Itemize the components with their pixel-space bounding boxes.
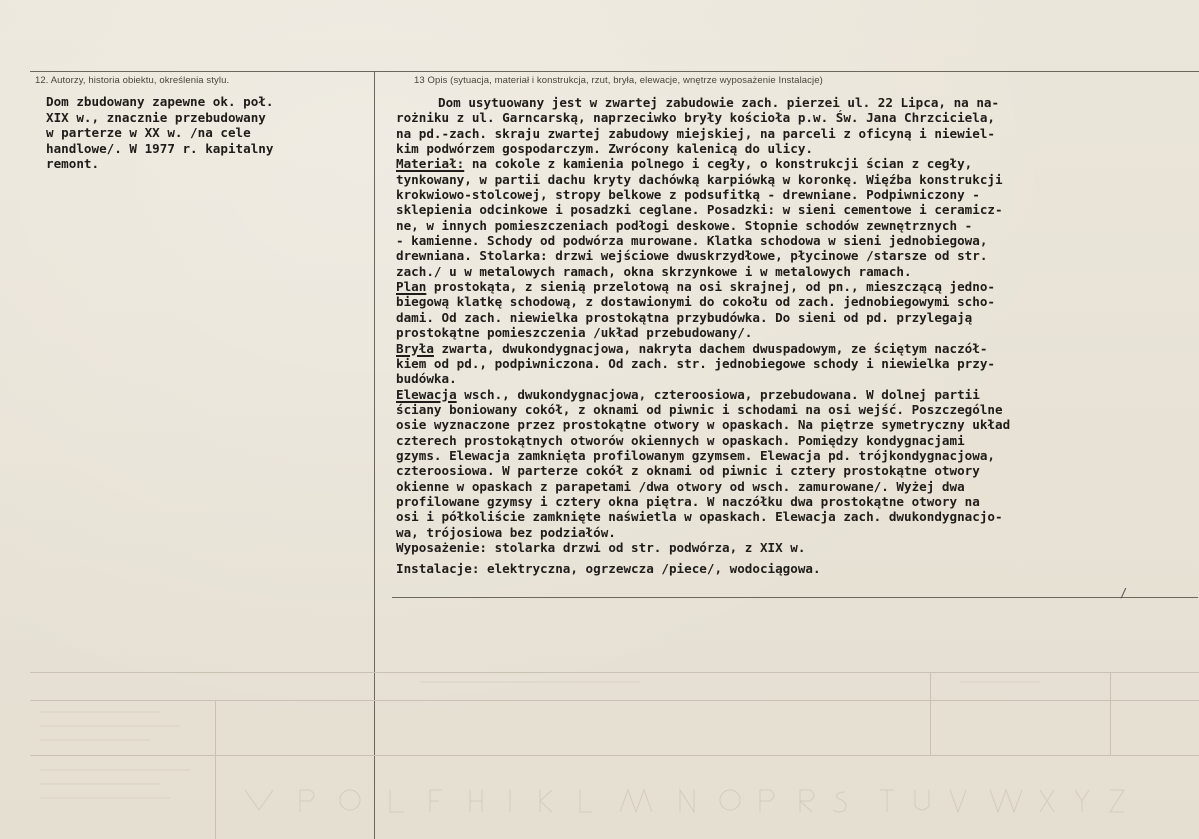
material-paragraph [396,156,1196,171]
elewacja-paragraph [396,387,1196,402]
description-line: czteroosiowa. W parterze cokół z oknami od piwnic i cztery prostokątne otwory [396,463,980,479]
wyposazenie-paragraph [396,540,1196,555]
description-line: budówka. [396,371,457,387]
top-rule [30,71,1199,72]
faint-divider [1110,672,1111,755]
description-line: gzyms. Elewacja zamknięta profilowanym gzymsem. Elewacja pd. trójkondygnacjowa, [396,447,995,463]
description-line: ne, w innych pomieszczeniach podłogi deskowe. Stopnie schodów zewnętrznych - [396,217,973,233]
bryla-text: zwarta, dwukondygnacjowa, nakryta dachem dwuspadowym, ze ściętym naczół- [433,340,988,356]
history-line: w parterze w XX w. /na cele [46,125,251,141]
pencil-mark: / [1120,586,1128,600]
description-line: biegową klatkę schodową, z dostawionymi do cokołu od zach. jednobiegowymi scho- [396,294,995,310]
bryla-paragraph [396,341,1196,356]
wyposazenie-rule [392,597,1198,598]
history-text [46,94,346,172]
description-line: osie wyznaczone przez prostokątne otwory w opaskach. Na piętrze symetryczny układ [396,417,1011,433]
description-line: profilowane gzymsy i cztery okna piętra. W naczółku dwa prostokątne otwory na [396,493,980,509]
description-text [396,95,1196,577]
description-line: tynkowany, w partii dachu kryty dachówką karpiówką w koronkę. Więźba konstrukcji [396,171,1003,187]
instalacje-line: Instalacje: elektryczna, ogrzewcza /piece/, wodociągowa. [396,561,821,577]
plan-text: prostokąta, z sienią przelotową na osi skrajnej, od pn., mieszczącą jedno- [426,279,995,295]
faint-rule [30,672,1199,673]
material-text: na cokole z kamienia polnego i cegły, o konstrukcji ścian z cegły, [464,156,973,172]
description-line: kim podwórzem gospodarczym. Zwrócony kalenicą do ulicy. [396,141,814,157]
elewacja-heading: Elewacja [396,386,457,402]
description-line: ściany boniowany cokół, z oknami od piwnic i schodami na osi wejść. Poszczególne [396,401,1003,417]
description-line: kiem od pd., podpiwniczona. Od zach. str. jednobiegowe schody i niewielka przy- [396,355,995,371]
description-line: czterech prostokątnych otworów okiennych w opaskach. Pomiędzy kondygnacjami [396,432,965,448]
plan-heading: Plan [396,279,427,295]
description-line: rożniku z ul. Garncarską, naprzeciwko bryły kościoła p.w. Św. Jana Chrzciciela, [396,110,995,126]
description-line: osi i półkoliście zamknięte naświetla w opaskach. Elewacja zach. dwukondygnacjo- [396,509,1003,525]
description-line: - kamienne. Schody od podwórza murowane. Klatka schodowa w sieni jednobiegowa, [396,233,988,249]
description-line: na pd.-zach. skraju zwartej zabudowy miejskiej, na parceli z oficyną i niewiel- [396,125,995,141]
history-line: remont. [46,156,100,172]
column-divider [374,71,375,839]
wyposazenie-text: stolarka drzwi od str. podwórza, z XIX w. [487,539,806,555]
material-heading: Materiał: [396,156,465,172]
faint-divider [930,672,931,755]
description-line: krokwiowo-stolcowej, stropy belkowe z podsufitką - drewniane. Podpiwniczony - [396,187,980,203]
elewacja-text: wsch., dwukondygnacjowa, czteroosiowa, przebudowana. W dolnej partii [456,386,980,402]
description-line: okienne w opaskach z parapetami /dwa otwory od wsch. zamurowane/. Wyżej dwa [396,478,965,494]
history-line: Dom zbudowany zapewne ok. poł. [46,94,274,109]
description-line: wa, trójosiowa bez podziałów. [396,524,616,540]
bryla-heading: Bryła [396,340,434,356]
description-line: zach./ u w metalowych ramach, okna skrzynkowe i w metalowych ramach. [396,263,912,279]
history-line: XIX w., znacznie przebudowany [46,109,266,125]
description-line: drewniana. Stolarka: drzwi wejściowe dwuskrzydłowe, płycinowe /starsze od str. [396,248,988,264]
description-line: sklepienia odcinkowe i posadzki ceglane. Posadzki: w sieni cementowe i ceramicz- [396,202,1003,218]
field-label-authors: 12. Autorzy, historia obiektu, określenia stylu. [35,75,230,86]
faint-divider [215,700,216,839]
description-line: dami. Od zach. niewielka prostokątna przybudówka. Do sieni od pd. przylegają [396,309,973,325]
faint-rule [30,700,1199,701]
wyposazenie-heading: Wyposażenie: [396,539,487,555]
faint-rule [30,755,1199,756]
description-line: prostokątne pomieszczenia /układ przebudowany/. [396,325,753,341]
plan-paragraph [396,279,1196,294]
description-line: Dom usytuowany jest w zwartej zabudowie zach. pierzei ul. 22 Lipca, na na- [438,95,1000,110]
field-label-description: 13 Opis (sytuacja, materiał i konstrukcja, rzut, bryła, elewacje, wnętrze wyposażenie Instalacje) [414,75,823,86]
history-line: handlowe/. W 1977 r. kapitalny [46,140,274,156]
